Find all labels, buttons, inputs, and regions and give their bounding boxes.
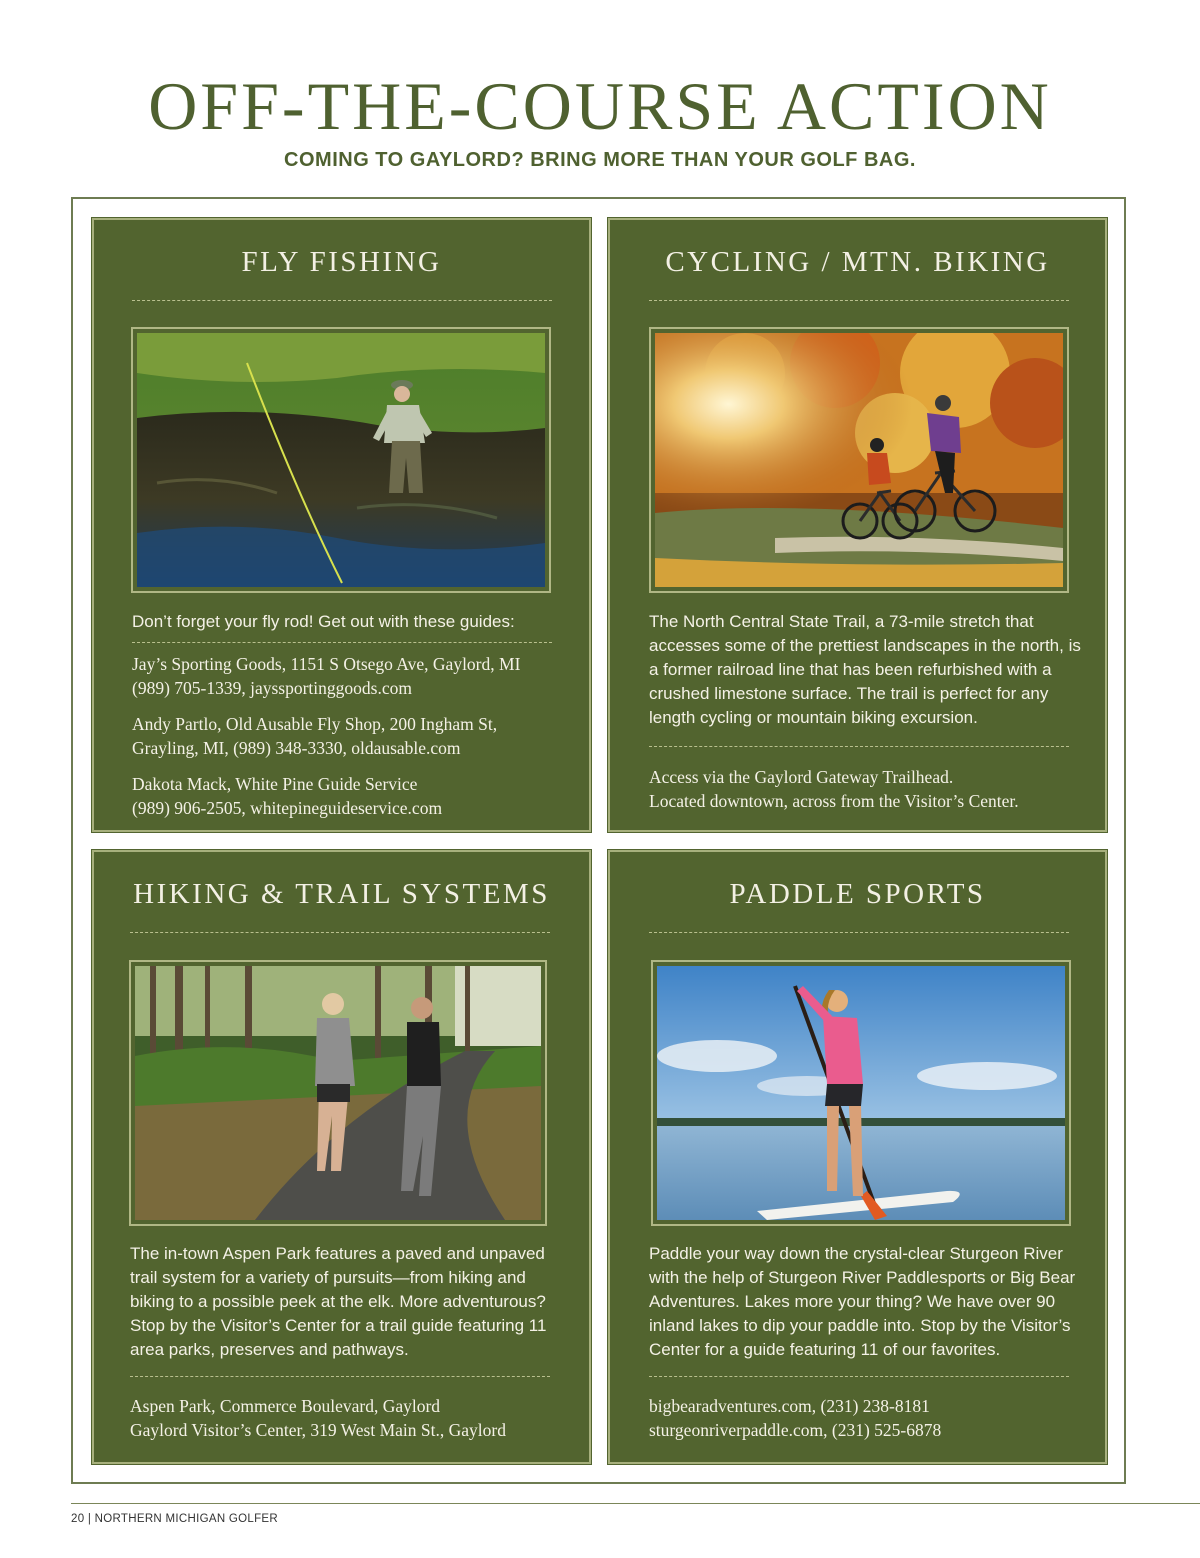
card-title: CYCLING / MTN. BIKING <box>665 246 1050 278</box>
card-fly-fishing <box>92 218 591 832</box>
guide-entry <box>132 652 572 700</box>
hikers-photo-icon <box>135 966 541 1220</box>
divider <box>132 300 552 301</box>
guide-line: (989) 705-1339, jayssportinggoods.com <box>132 678 412 698</box>
guide-line: Andy Partlo, Old Ausable Fly Shop, 200 Ingham St, <box>132 714 498 734</box>
guide-entry <box>132 772 572 820</box>
guide-line: (989) 906-2505, whitepineguideservice.com <box>132 798 443 818</box>
access-line: Located downtown, across from the Visitor’s Center. <box>649 791 1019 811</box>
hiking-description: The in-town Aspen Park features a paved and unpaved trail system for a variety of pursuits—from hiking and biking to a possible peek at the elk. More adventurous? Stop by the Visitor’s Center for a trail guide featuring 11 area parks, preserves and pathways. <box>130 1244 547 1359</box>
page-title: OFF-THE-COURSE ACTION <box>148 68 1052 144</box>
footer-rule <box>71 1503 1200 1504</box>
divider <box>130 1376 550 1377</box>
photo-paddle <box>651 960 1071 1226</box>
guide-line: Dakota Mack, White Pine Guide Service <box>132 774 418 794</box>
page-subtitle: COMING TO GAYLORD? BRING MORE THAN YOUR GOLF BAG. <box>284 149 916 171</box>
card-title: FLY FISHING <box>241 246 442 278</box>
paddle-contacts <box>649 1394 1089 1442</box>
photo-hiking <box>129 960 547 1226</box>
location-line: Aspen Park, Commerce Boulevard, Gaylord <box>130 1396 441 1416</box>
photo-fly-fishing <box>131 327 551 593</box>
paddle-description: Paddle your way down the crystal-clear Sturgeon River with the help of Sturgeon River Paddlesports or Big Bear Adventures. Lakes more your thing? We have over 90 inland lakes to dip your paddle into. Stop by the Visitor’s Center for a guide featuring 11 of our favorites. <box>649 1244 1076 1359</box>
guide-entry <box>132 712 572 760</box>
cycling-access <box>649 765 1089 813</box>
guide-line: Grayling, MI, (989) 348-3330, oldausable.com <box>132 738 461 758</box>
divider <box>649 746 1069 747</box>
location-line: Gaylord Visitor’s Center, 319 West Main St., Gaylord <box>130 1420 506 1440</box>
contact-line: bigbearadventures.com, (231) 238-8181 <box>649 1396 930 1416</box>
divider <box>130 932 550 933</box>
photo-cycling <box>649 327 1069 593</box>
card-title: PADDLE SPORTS <box>729 878 986 910</box>
guide-list <box>132 652 572 832</box>
divider <box>132 642 552 643</box>
divider <box>649 932 1069 933</box>
contact-line: sturgeonriverpaddle.com, (231) 525-6878 <box>649 1420 942 1440</box>
paddleboarder-photo-icon <box>657 966 1065 1220</box>
hiking-locations <box>130 1394 580 1442</box>
cycling-description: The North Central State Trail, a 73-mile stretch that accesses some of the prettiest landscapes in the north, is a former railroad line that has been refurbished with a crushed limestone surface. The trail is perfect for any length cycling or mountain biking excursion. <box>649 612 1081 727</box>
cyclists-photo-icon <box>655 333 1063 587</box>
card-title: HIKING & TRAIL SYSTEMS <box>133 878 550 910</box>
guide-line: Jay’s Sporting Goods, 1151 S Otsego Ave, Gaylord, MI <box>132 654 521 674</box>
divider <box>649 300 1069 301</box>
card-cycling <box>608 218 1107 832</box>
fly-fishing-intro: Don’t forget your fly rod! Get out with these guides: <box>132 612 515 631</box>
divider <box>649 1376 1069 1377</box>
card-hiking <box>92 850 591 1464</box>
fly-fisherman-photo-icon <box>137 333 545 587</box>
access-line: Access via the Gaylord Gateway Trailhead. <box>649 767 954 787</box>
card-paddle <box>608 850 1107 1464</box>
page-footer: 20 | NORTHERN MICHIGAN GOLFER <box>71 1513 279 1525</box>
